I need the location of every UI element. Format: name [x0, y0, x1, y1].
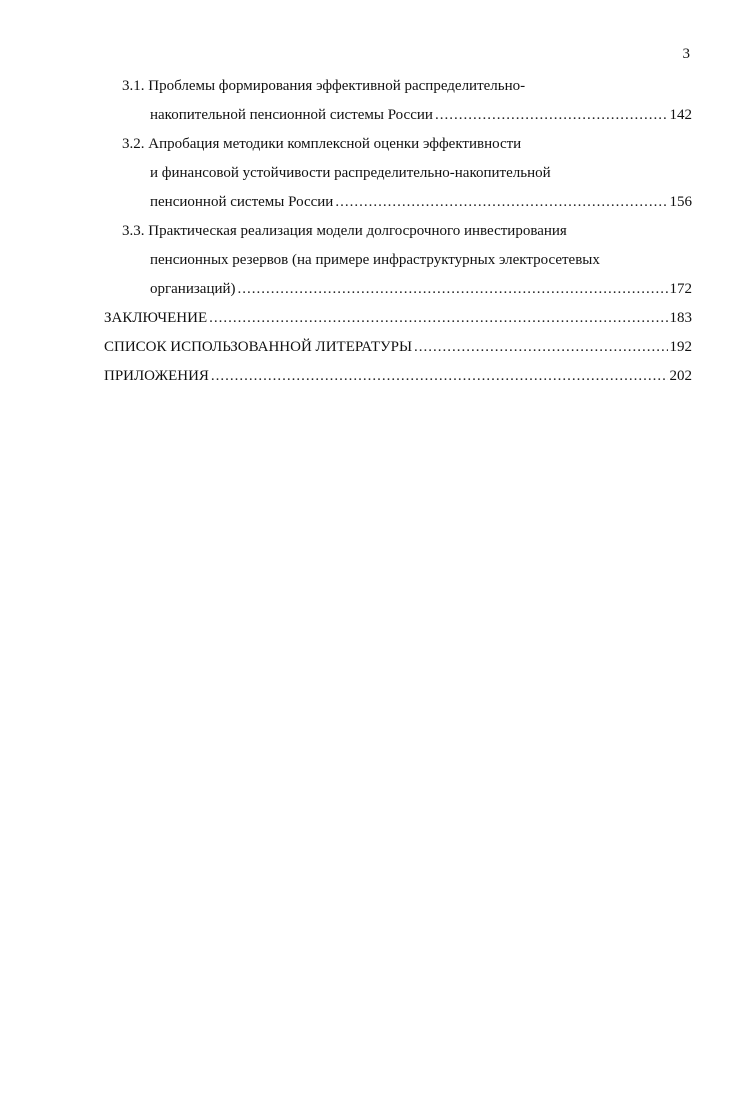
toc-page-number: 183	[669, 310, 692, 326]
dot-leader	[335, 188, 667, 217]
toc-entry-title: СПИСОК ИСПОЛЬЗОВАННОЙ ЛИТЕРАТУРЫ	[104, 339, 413, 355]
toc-entry-line-with-page	[104, 188, 692, 217]
toc-entry-3-2[interactable]	[104, 130, 692, 217]
toc-page-number: 156	[669, 194, 692, 210]
toc-entry-line: 3.1. Проблемы формирования эффективной распределительно-	[122, 78, 526, 94]
toc-entry-conclusion[interactable]	[104, 304, 692, 333]
toc-page-number: 202	[669, 368, 692, 384]
toc-page-number: 142	[669, 107, 692, 123]
toc-entry-title: ПРИЛОЖЕНИЯ	[104, 368, 209, 384]
dot-leader	[209, 304, 667, 333]
toc-entry-3-1[interactable]	[104, 72, 692, 130]
toc-page-number: 172	[669, 281, 692, 297]
toc-entry-line-with-page	[104, 362, 692, 391]
toc-entry-line: и финансовой устойчивости распределительно-накопительной	[150, 165, 551, 181]
toc-entry-line-with-page	[104, 333, 692, 362]
toc-entry-3-3[interactable]	[104, 217, 692, 304]
toc-entry-line: 3.3. Практическая реализация модели долгосрочного инвестирования	[122, 223, 567, 239]
page-number: 3	[682, 46, 690, 62]
toc-entry-line-with-page	[104, 304, 692, 333]
dot-leader	[435, 101, 668, 130]
toc-page-number: 192	[669, 339, 692, 355]
dot-leader	[238, 275, 668, 304]
dot-leader	[414, 333, 667, 362]
toc-entry-line: организаций)	[150, 281, 236, 297]
toc-entry-title: ЗАКЛЮЧЕНИЕ	[104, 310, 208, 326]
dot-leader	[211, 362, 668, 391]
table-of-contents	[104, 72, 692, 391]
toc-entry-line: пенсионной системы России	[150, 194, 334, 210]
toc-entry-line: накопительной пенсионной системы России	[150, 107, 433, 123]
toc-entry-line-with-page	[104, 101, 692, 130]
toc-entry-bibliography[interactable]	[104, 333, 692, 362]
toc-entry-appendices[interactable]	[104, 362, 692, 391]
toc-entry-line: пенсионных резервов (на примере инфраструктурных электросетевых	[150, 252, 600, 268]
toc-entry-line: 3.2. Апробация методики комплексной оценки эффективности	[122, 136, 522, 152]
toc-entry-line-with-page	[104, 275, 692, 304]
